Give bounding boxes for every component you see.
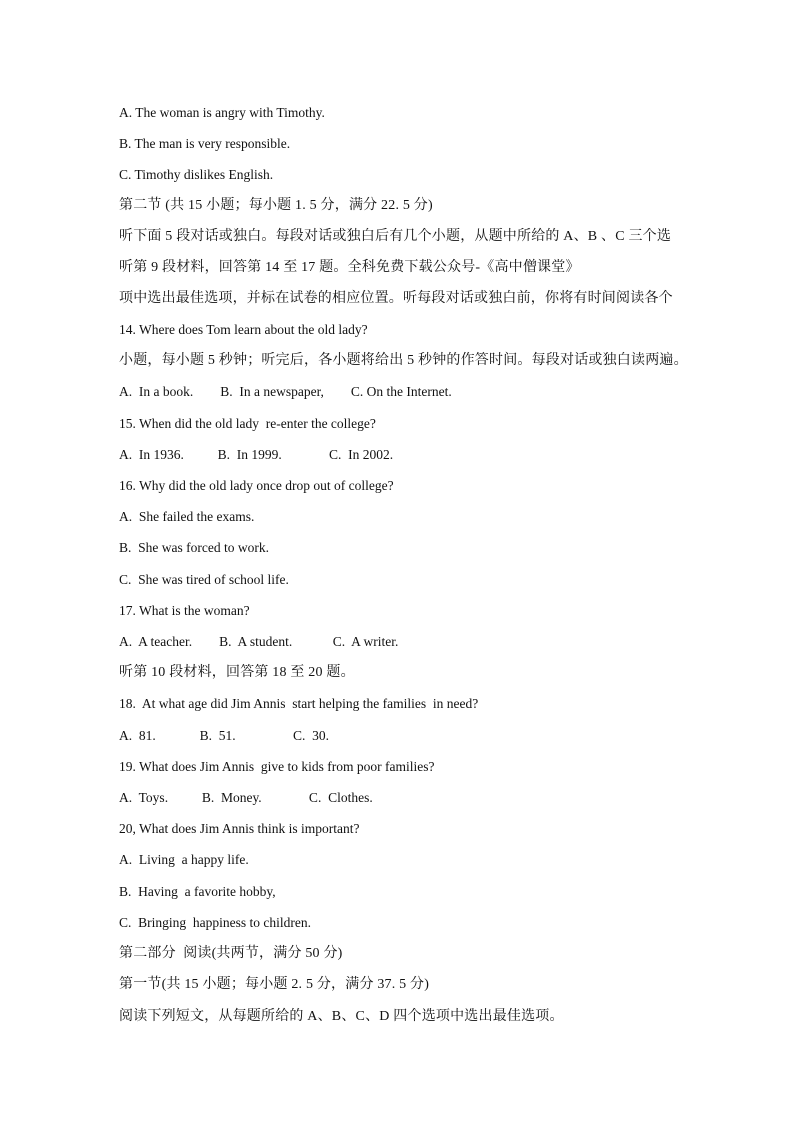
section-heading: 第二节 (共 15 小题；每小题 1. 5 分，满分 22. 5 分) (119, 198, 433, 213)
question-15-options: A. In 1936. B. In 1999. C. In 2002. (119, 447, 394, 462)
question-20-option-a: A. Living a happy life. (119, 852, 249, 867)
instruction-text: 小题，每小题 5 秒钟；听完后，各小题将给出 5 秒钟的作答时间。每段对话或独白读两遍。 (119, 353, 688, 368)
question-16-option-c: C. She was tired of school life. (119, 572, 289, 587)
question-16-option-a: A. She failed the exams. (119, 509, 255, 524)
material-instruction: 听第 10 段材料，回答第 18 至 20 题。 (119, 665, 355, 680)
question-17: 17. What is the woman? (119, 603, 250, 618)
instruction-text: 听下面 5 段对话或独白。每段对话或独白后有几个小题，从题中所给的 A、B 、C 三个选 (119, 229, 672, 244)
question-19-options: A. Toys. B. Money. C. Clothes. (119, 790, 373, 805)
section-heading: 第一节(共 15 小题；每小题 2. 5 分，满分 37. 5 分) (119, 977, 430, 992)
reading-instruction: 阅读下列短文，从每题所给的 A、B、C、D 四个选项中选出最佳选项。 (119, 1009, 564, 1024)
answer-option-b: B. The man is very responsible. (119, 136, 291, 151)
question-16: 16. Why did the old lady once drop out of college? (119, 478, 394, 493)
question-16-option-b: B. She was forced to work. (119, 540, 269, 555)
question-19: 19. What does Jim Annis give to kids from poor families? (119, 759, 435, 774)
answer-option-c: C. Timothy dislikes English. (119, 167, 274, 182)
question-17-options: A. A teacher. B. A student. C. A writer. (119, 634, 399, 649)
part-heading: 第二部分 阅读(共两节，满分 50 分) (119, 946, 343, 961)
question-20: 20, What does Jim Annis think is important? (119, 821, 360, 836)
answer-option-a: A. The woman is angry with Timothy. (119, 105, 325, 120)
question-18: 18. At what age did Jim Annis start helping the families in need? (119, 696, 479, 711)
question-14-options: A. In a book. B. In a newspaper, C. On the Internet. (119, 384, 452, 399)
question-20-option-c: C. Bringing happiness to children. (119, 915, 311, 930)
question-15: 15. When did the old lady re-enter the college? (119, 416, 376, 431)
instruction-text: 项中选出最佳选项，并标在试卷的相应位置。听每段对话或独白前，你将有时间阅读各个 (119, 291, 673, 306)
question-20-option-b: B. Having a favorite hobby, (119, 884, 276, 899)
question-18-options: A. 81. B. 51. C. 30. (119, 728, 330, 743)
material-instruction: 听第 9 段材料，回答第 14 至 17 题。全科免费下载公众号-《高中僧课堂》 (119, 260, 580, 275)
question-14: 14. Where does Tom learn about the old lady? (119, 322, 368, 337)
